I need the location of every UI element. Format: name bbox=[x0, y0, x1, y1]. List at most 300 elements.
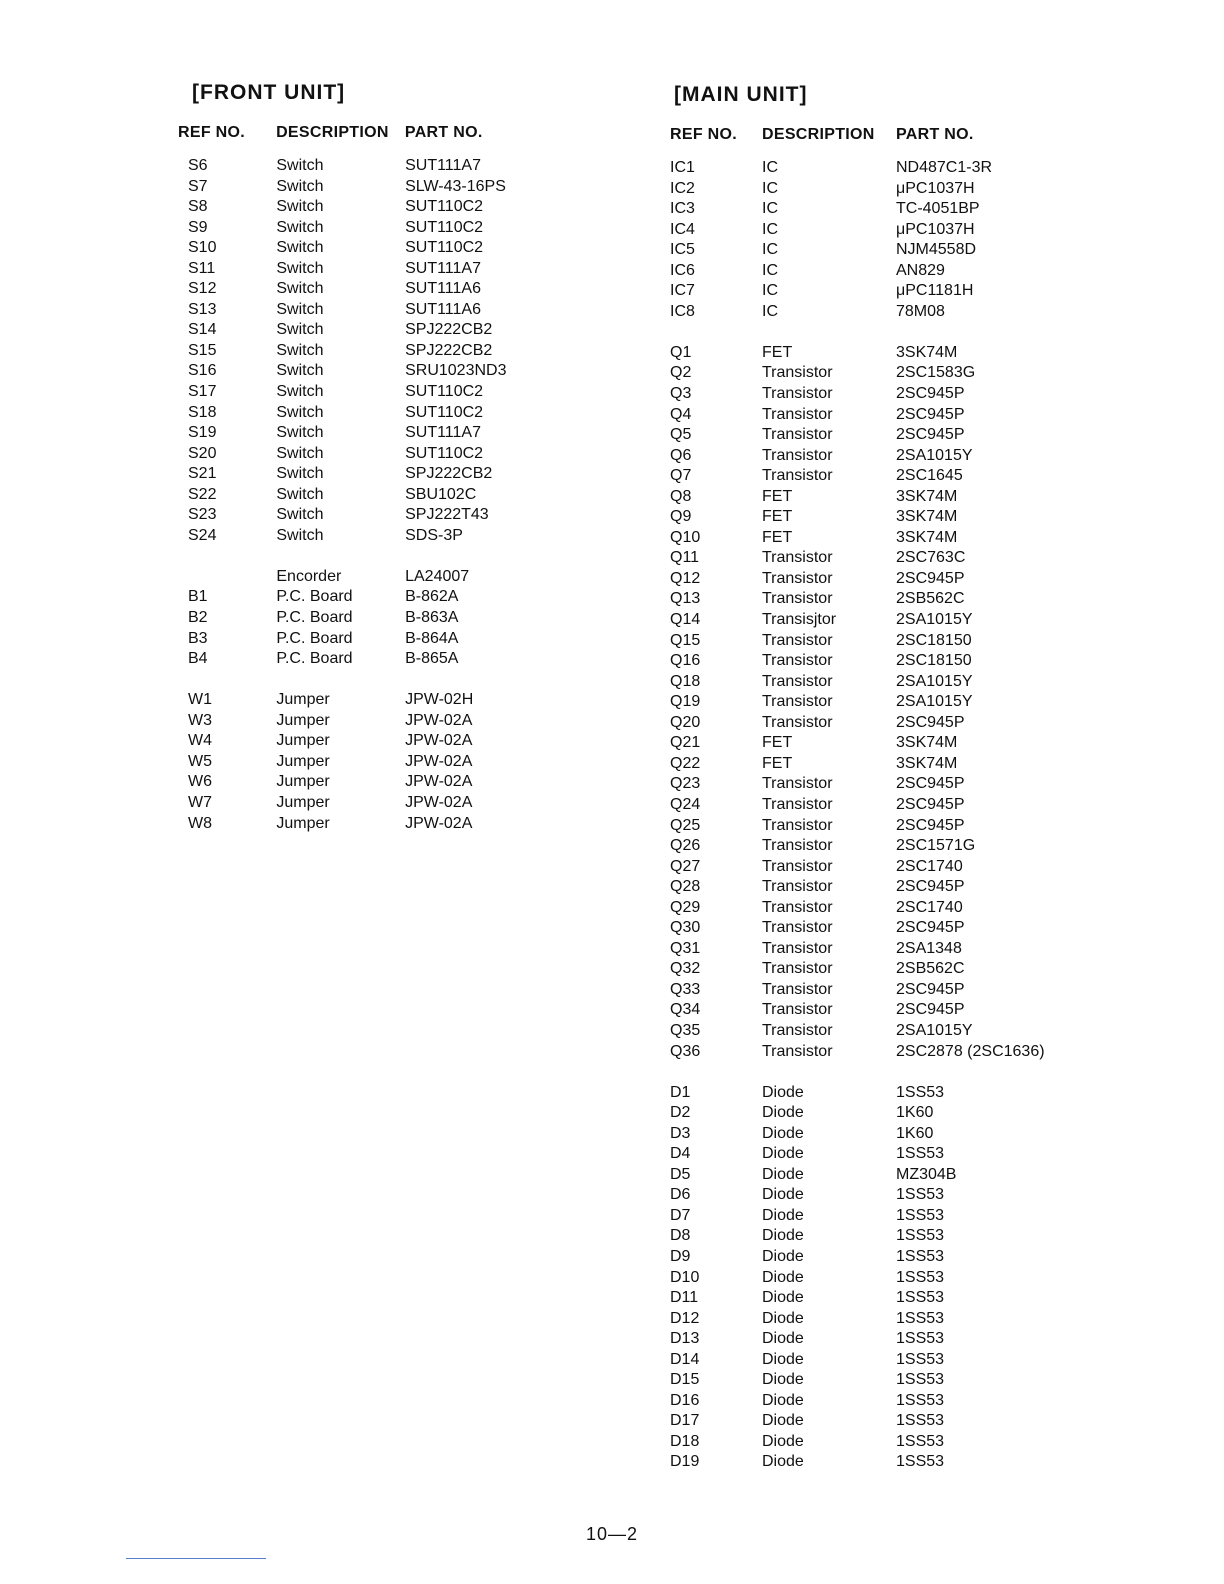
description-cell: Switch bbox=[276, 383, 324, 401]
part-no-cell: 2SC945P bbox=[896, 775, 965, 793]
parts-row bbox=[660, 507, 1130, 528]
parts-row bbox=[660, 405, 1130, 426]
front-unit-header-row bbox=[178, 120, 578, 146]
parts-row bbox=[178, 403, 578, 424]
ref-no-cell bbox=[178, 670, 276, 691]
ref-no-cell: Q15 bbox=[670, 631, 701, 649]
description-cell bbox=[762, 322, 896, 343]
part-no-cell bbox=[896, 322, 1126, 343]
description-cell: Diode bbox=[762, 1247, 804, 1265]
parts-row bbox=[660, 179, 1130, 200]
ref-no-cell: IC2 bbox=[670, 179, 695, 197]
part-no-cell: 2SC945P bbox=[896, 405, 965, 423]
parts-row bbox=[178, 341, 578, 362]
part-no-cell: AN829 bbox=[896, 261, 945, 279]
parts-row bbox=[178, 197, 578, 218]
front-unit-parts-list bbox=[178, 156, 578, 834]
ref-no-cell: S16 bbox=[188, 362, 217, 380]
parts-row bbox=[660, 528, 1130, 549]
ref-no-cell: Q13 bbox=[670, 590, 701, 608]
main-unit-section bbox=[660, 80, 1130, 1473]
parts-row bbox=[660, 425, 1130, 446]
description-cell: Transistor bbox=[762, 652, 833, 670]
part-no-cell: SUT111A6 bbox=[405, 300, 481, 318]
parts-row bbox=[660, 713, 1130, 734]
description-cell: Diode bbox=[762, 1453, 804, 1471]
description-cell: Transistor bbox=[762, 857, 833, 875]
description-cell: Switch bbox=[276, 157, 324, 174]
description-cell: Switch bbox=[276, 444, 324, 462]
description-cell: Transistor bbox=[762, 364, 833, 382]
description-cell: Transistor bbox=[762, 960, 833, 978]
part-no-cell: 2SC1571G bbox=[896, 837, 976, 855]
part-no-cell: 2SC1740 bbox=[896, 898, 963, 916]
ref-no-cell: D10 bbox=[670, 1268, 700, 1286]
description-cell: IC bbox=[762, 302, 778, 320]
description-cell: Switch bbox=[276, 177, 324, 195]
parts-row bbox=[178, 259, 578, 280]
description-cell: Transistor bbox=[762, 467, 833, 485]
description-cell: Diode bbox=[762, 1124, 804, 1142]
part-no-cell: SPJ222CB2 bbox=[405, 321, 493, 339]
part-no-cell: 2SC945P bbox=[896, 980, 965, 998]
part-no-cell: SUT110C2 bbox=[405, 218, 484, 236]
ref-no-cell: Q11 bbox=[670, 549, 700, 567]
ref-no-cell: Q16 bbox=[670, 652, 701, 670]
ref-no-cell: W8 bbox=[188, 814, 212, 832]
description-cell: Jumper bbox=[276, 814, 330, 832]
parts-row bbox=[178, 279, 578, 300]
parts-row bbox=[660, 1309, 1130, 1330]
ref-no-cell: Q21 bbox=[670, 734, 701, 752]
parts-row bbox=[178, 649, 578, 670]
ref-no-cell: S9 bbox=[188, 218, 208, 236]
parts-row bbox=[178, 731, 578, 752]
part-no-cell: 2SC1583G bbox=[896, 364, 976, 382]
description-cell: Switch bbox=[276, 300, 324, 318]
part-no-cell: SDS-3P bbox=[405, 526, 463, 544]
parts-row bbox=[178, 238, 578, 259]
parts-row bbox=[660, 631, 1130, 652]
ref-no-cell: D7 bbox=[670, 1206, 691, 1224]
parts-row bbox=[660, 1124, 1130, 1145]
description-cell: Transistor bbox=[762, 878, 833, 896]
description-cell: IC bbox=[762, 220, 778, 238]
footer-rule bbox=[126, 1558, 266, 1559]
part-no-cell: JPW-02A bbox=[405, 773, 473, 791]
part-no-cell: SPJ222T43 bbox=[405, 506, 489, 524]
parts-row bbox=[178, 320, 578, 341]
parts-row bbox=[660, 733, 1130, 754]
description-cell: FET bbox=[762, 508, 793, 526]
description-cell: Diode bbox=[762, 1391, 804, 1409]
parts-row bbox=[660, 774, 1130, 795]
part-no-cell: 1K60 bbox=[896, 1124, 934, 1142]
description-cell: Transisjtor bbox=[762, 611, 837, 629]
ref-no-cell: Q2 bbox=[670, 364, 692, 382]
description-cell: Switch bbox=[276, 321, 324, 339]
part-no-cell: SUT110C2 bbox=[405, 403, 484, 421]
description-cell: Transistor bbox=[762, 405, 833, 423]
part-no-cell: SBU102C bbox=[405, 485, 477, 503]
part-no-cell: 1SS53 bbox=[896, 1350, 945, 1368]
ref-no-cell: Q34 bbox=[670, 1001, 701, 1019]
ref-no-cell: Q32 bbox=[670, 960, 701, 978]
ref-no-header: REF NO. bbox=[178, 124, 245, 141]
part-no-cell: SUT110C2 bbox=[405, 383, 484, 401]
part-no-cell: JPW-02H bbox=[405, 691, 474, 709]
ref-no-cell: Q33 bbox=[670, 980, 701, 998]
part-no-cell: μPC1037H bbox=[896, 220, 975, 238]
part-no-cell: MZ304B bbox=[896, 1165, 957, 1183]
description-cell: Switch bbox=[276, 485, 324, 503]
description-cell: Diode bbox=[762, 1412, 804, 1430]
part-no-cell: 1SS53 bbox=[896, 1289, 945, 1307]
ref-no-cell: D11 bbox=[670, 1289, 699, 1307]
description-cell: Diode bbox=[762, 1186, 804, 1204]
parts-row bbox=[660, 1021, 1130, 1042]
description-cell bbox=[276, 670, 405, 691]
parts-row bbox=[660, 1226, 1130, 1247]
part-no-cell: 2SC18150 bbox=[896, 631, 972, 649]
ref-no-cell: B2 bbox=[188, 609, 208, 627]
ref-no-cell: Q8 bbox=[670, 487, 692, 505]
ref-no-cell: B3 bbox=[188, 629, 208, 647]
part-no-cell: SUT111A6 bbox=[405, 280, 481, 298]
ref-no-cell: Q27 bbox=[670, 857, 701, 875]
description-cell: Switch bbox=[276, 424, 324, 442]
description-cell: Transistor bbox=[762, 672, 833, 690]
part-no-cell: JPW-02A bbox=[405, 814, 473, 832]
ref-no-cell: IC5 bbox=[670, 241, 695, 259]
description-cell: Diode bbox=[762, 1330, 804, 1348]
parts-row bbox=[660, 446, 1130, 467]
description-cell: Switch bbox=[276, 506, 324, 524]
ref-no-cell: IC1 bbox=[670, 159, 695, 176]
description-cell: Diode bbox=[762, 1350, 804, 1368]
description-cell: Transistor bbox=[762, 713, 833, 731]
description-cell: Diode bbox=[762, 1145, 804, 1163]
part-no-header: PART NO. bbox=[896, 126, 974, 143]
description-cell: Switch bbox=[276, 341, 324, 359]
ref-no-cell: IC8 bbox=[670, 302, 695, 320]
part-no-cell: JPW-02A bbox=[405, 793, 473, 811]
part-no-cell: SUT111A7 bbox=[405, 424, 481, 442]
part-no-cell: 1SS53 bbox=[896, 1247, 945, 1265]
parts-row bbox=[178, 382, 578, 403]
part-no-cell: 2SC18150 bbox=[896, 652, 972, 670]
ref-no-cell: IC4 bbox=[670, 220, 695, 238]
parts-row bbox=[178, 608, 578, 629]
ref-no-cell: S19 bbox=[188, 424, 217, 442]
ref-no-cell: Q29 bbox=[670, 898, 701, 916]
ref-no-cell: W4 bbox=[188, 732, 212, 750]
parts-row bbox=[660, 1268, 1130, 1289]
part-no-cell: 2SA1015Y bbox=[896, 672, 973, 690]
description-cell: Switch bbox=[276, 259, 324, 277]
description-header: DESCRIPTION bbox=[276, 124, 389, 141]
part-no-cell: 2SC1740 bbox=[896, 857, 963, 875]
ref-no-cell: D1 bbox=[670, 1083, 691, 1101]
description-cell: Jumper bbox=[276, 711, 330, 729]
ref-no-cell: D2 bbox=[670, 1104, 691, 1122]
description-cell: Diode bbox=[762, 1083, 804, 1101]
part-no-cell: JPW-02A bbox=[405, 752, 473, 770]
parts-row bbox=[178, 300, 578, 321]
ref-no-cell: D12 bbox=[670, 1309, 700, 1327]
description-cell: Diode bbox=[762, 1165, 804, 1183]
description-cell: Transistor bbox=[762, 631, 833, 649]
part-no-cell: JPW-02A bbox=[405, 711, 473, 729]
ref-no-cell: IC3 bbox=[670, 200, 695, 218]
description-cell: Transistor bbox=[762, 693, 833, 711]
parts-row bbox=[660, 939, 1130, 960]
description-cell: Switch bbox=[276, 198, 324, 216]
parts-row bbox=[660, 1165, 1130, 1186]
parts-row bbox=[660, 322, 1130, 343]
parts-row bbox=[178, 505, 578, 526]
description-cell: P.C. Board bbox=[276, 650, 353, 668]
description-cell: Jumper bbox=[276, 793, 330, 811]
parts-row bbox=[178, 711, 578, 732]
parts-row bbox=[660, 548, 1130, 569]
description-cell: P.C. Board bbox=[276, 588, 353, 606]
parts-row bbox=[660, 1062, 1130, 1083]
part-no-cell: 2SC1645 bbox=[896, 467, 963, 485]
part-no-cell: 2SC2878 (2SC1636) bbox=[896, 1042, 1045, 1060]
ref-no-cell: Q10 bbox=[670, 528, 701, 546]
part-no-cell: 1SS53 bbox=[896, 1145, 945, 1163]
parts-row bbox=[660, 754, 1130, 775]
parts-row bbox=[660, 1350, 1130, 1371]
parts-row bbox=[660, 199, 1130, 220]
parts-row bbox=[660, 343, 1130, 364]
part-no-cell: 3SK74M bbox=[896, 754, 958, 772]
ref-no-cell: S22 bbox=[188, 485, 217, 503]
ref-no-cell: Q26 bbox=[670, 837, 701, 855]
main-unit-title: [MAIN UNIT] bbox=[674, 83, 808, 106]
part-no-cell: 1SS53 bbox=[896, 1186, 945, 1204]
description-cell: Transistor bbox=[762, 919, 833, 937]
ref-no-cell: S6 bbox=[188, 157, 208, 174]
part-no-cell: LA24007 bbox=[405, 567, 470, 585]
parts-row bbox=[660, 959, 1130, 980]
ref-no-cell: Q12 bbox=[670, 569, 701, 587]
parts-row bbox=[660, 158, 1130, 179]
description-cell: Transistor bbox=[762, 939, 833, 957]
parts-row bbox=[660, 302, 1130, 323]
ref-no-cell bbox=[178, 567, 276, 588]
description-cell: Transistor bbox=[762, 385, 833, 403]
ref-no-cell: Q9 bbox=[670, 508, 692, 526]
part-no-cell bbox=[405, 546, 578, 567]
description-cell: IC bbox=[762, 282, 778, 300]
description-cell: Jumper bbox=[276, 752, 330, 770]
ref-no-cell: S11 bbox=[188, 259, 216, 277]
parts-row bbox=[178, 772, 578, 793]
ref-no-cell: Q28 bbox=[670, 878, 701, 896]
part-no-cell: B-864A bbox=[405, 629, 459, 647]
ref-no-cell: S12 bbox=[188, 280, 217, 298]
part-no-cell bbox=[405, 670, 578, 691]
ref-no-cell: S13 bbox=[188, 300, 217, 318]
ref-no-cell: S18 bbox=[188, 403, 217, 421]
ref-no-cell: Q3 bbox=[670, 385, 692, 403]
parts-row bbox=[178, 485, 578, 506]
description-cell: Transistor bbox=[762, 775, 833, 793]
parts-row bbox=[660, 816, 1130, 837]
parts-row bbox=[660, 281, 1130, 302]
description-cell: IC bbox=[762, 261, 778, 279]
part-no-cell: 3SK74M bbox=[896, 487, 958, 505]
ref-no-cell bbox=[660, 1062, 762, 1083]
description-cell: Diode bbox=[762, 1432, 804, 1450]
parts-row bbox=[178, 670, 578, 691]
ref-no-cell: Q36 bbox=[670, 1042, 701, 1060]
parts-row bbox=[660, 692, 1130, 713]
part-no-cell: 2SA1015Y bbox=[896, 446, 973, 464]
parts-row bbox=[660, 363, 1130, 384]
description-cell: IC bbox=[762, 200, 778, 218]
part-no-cell: 2SC763C bbox=[896, 549, 966, 567]
parts-row bbox=[178, 814, 578, 835]
ref-no-cell: D5 bbox=[670, 1165, 691, 1183]
parts-row bbox=[660, 1288, 1130, 1309]
front-unit-title: [FRONT UNIT] bbox=[192, 81, 346, 104]
part-no-cell: SUT111A7 bbox=[405, 259, 481, 277]
parts-row bbox=[660, 1411, 1130, 1432]
description-cell: Switch bbox=[276, 465, 324, 483]
ref-no-cell bbox=[660, 322, 762, 343]
parts-row bbox=[660, 384, 1130, 405]
part-no-cell: μPC1037H bbox=[896, 179, 975, 197]
part-no-cell: 2SC945P bbox=[896, 385, 965, 403]
ref-no-cell: Q31 bbox=[670, 939, 701, 957]
parts-row bbox=[660, 980, 1130, 1001]
parts-row bbox=[660, 1185, 1130, 1206]
part-no-cell: JPW-02A bbox=[405, 732, 473, 750]
parts-row bbox=[660, 1000, 1130, 1021]
ref-no-cell: W3 bbox=[188, 711, 212, 729]
description-cell: P.C. Board bbox=[276, 629, 353, 647]
description-cell: IC bbox=[762, 159, 778, 176]
part-no-cell: 1SS53 bbox=[896, 1206, 945, 1224]
ref-no-cell: IC7 bbox=[670, 282, 695, 300]
front-unit-section bbox=[178, 78, 578, 834]
parts-row bbox=[660, 1083, 1130, 1104]
description-cell: Diode bbox=[762, 1206, 804, 1224]
description-cell: IC bbox=[762, 179, 778, 197]
parts-row bbox=[660, 240, 1130, 261]
ref-no-cell bbox=[178, 546, 276, 567]
ref-no-cell: S20 bbox=[188, 444, 217, 462]
parts-row bbox=[660, 261, 1130, 282]
part-no-cell: SPJ222CB2 bbox=[405, 465, 493, 483]
part-no-cell bbox=[896, 1062, 1126, 1083]
parts-row bbox=[660, 1103, 1130, 1124]
part-no-cell: B-865A bbox=[405, 650, 459, 668]
part-no-cell: μPC1181H bbox=[896, 282, 974, 300]
parts-row bbox=[660, 918, 1130, 939]
part-no-cell: 2SC945P bbox=[896, 1001, 965, 1019]
ref-no-cell: S15 bbox=[188, 341, 217, 359]
ref-no-cell: W6 bbox=[188, 773, 212, 791]
ref-no-cell: D9 bbox=[670, 1247, 691, 1265]
parts-row bbox=[178, 526, 578, 547]
part-no-cell: 2SC945P bbox=[896, 713, 965, 731]
description-cell: Transistor bbox=[762, 837, 833, 855]
part-no-cell: 2SB562C bbox=[896, 590, 965, 608]
description-cell: Transistor bbox=[762, 898, 833, 916]
part-no-cell: 2SC945P bbox=[896, 569, 965, 587]
parts-row bbox=[660, 1247, 1130, 1268]
parts-row bbox=[660, 610, 1130, 631]
description-cell: FET bbox=[762, 343, 793, 361]
parts-row bbox=[660, 1391, 1130, 1412]
description-cell: Switch bbox=[276, 362, 324, 380]
part-no-cell: 2SA1015Y bbox=[896, 1021, 973, 1039]
ref-no-cell: S10 bbox=[188, 239, 217, 257]
part-no-cell: 2SA1348 bbox=[896, 939, 962, 957]
part-no-cell: 1SS53 bbox=[896, 1391, 945, 1409]
part-no-cell: SUT110C2 bbox=[405, 444, 484, 462]
part-no-cell: B-863A bbox=[405, 609, 459, 627]
ref-no-cell: D14 bbox=[670, 1350, 700, 1368]
ref-no-cell: Q23 bbox=[670, 775, 701, 793]
parts-row bbox=[660, 220, 1130, 241]
ref-no-cell: S24 bbox=[188, 526, 217, 544]
parts-row bbox=[660, 569, 1130, 590]
description-cell: Switch bbox=[276, 280, 324, 298]
ref-no-cell: Q24 bbox=[670, 795, 701, 813]
ref-no-cell: Q4 bbox=[670, 405, 692, 423]
description-cell: Diode bbox=[762, 1289, 804, 1307]
description-cell: Diode bbox=[762, 1104, 804, 1122]
part-no-cell: 2SC945P bbox=[896, 426, 965, 444]
part-no-cell: 3SK74M bbox=[896, 343, 958, 361]
ref-no-cell: B4 bbox=[188, 650, 208, 668]
part-no-cell: NJM4558D bbox=[896, 241, 977, 259]
ref-no-cell: W1 bbox=[188, 691, 212, 709]
parts-row bbox=[178, 587, 578, 608]
part-no-cell: B-862A bbox=[405, 588, 459, 606]
ref-no-cell: Q22 bbox=[670, 754, 701, 772]
ref-no-cell: D19 bbox=[670, 1453, 700, 1471]
parts-row bbox=[178, 464, 578, 485]
description-cell: IC bbox=[762, 241, 778, 259]
part-no-cell: 1SS53 bbox=[896, 1453, 945, 1471]
ref-no-cell: Q1 bbox=[670, 343, 692, 361]
part-no-cell: 2SC945P bbox=[896, 816, 965, 834]
part-no-cell: ND487C1-3R bbox=[896, 159, 993, 176]
description-cell: Switch bbox=[276, 403, 324, 421]
description-cell: Transistor bbox=[762, 569, 833, 587]
part-no-cell: 2SA1015Y bbox=[896, 611, 973, 629]
ref-no-cell: D3 bbox=[670, 1124, 691, 1142]
ref-no-cell: D18 bbox=[670, 1432, 700, 1450]
part-no-cell: 2SB562C bbox=[896, 960, 965, 978]
description-cell: Transistor bbox=[762, 1001, 833, 1019]
description-cell: Switch bbox=[276, 239, 324, 257]
ref-no-cell: Q14 bbox=[670, 611, 701, 629]
description-cell: Transistor bbox=[762, 980, 833, 998]
part-no-cell: 1SS53 bbox=[896, 1432, 945, 1450]
parts-row bbox=[178, 156, 578, 177]
part-no-header: PART NO. bbox=[404, 124, 483, 141]
parts-row bbox=[178, 444, 578, 465]
part-no-cell: 3SK74M bbox=[896, 734, 958, 752]
ref-no-cell: S21 bbox=[188, 465, 217, 483]
